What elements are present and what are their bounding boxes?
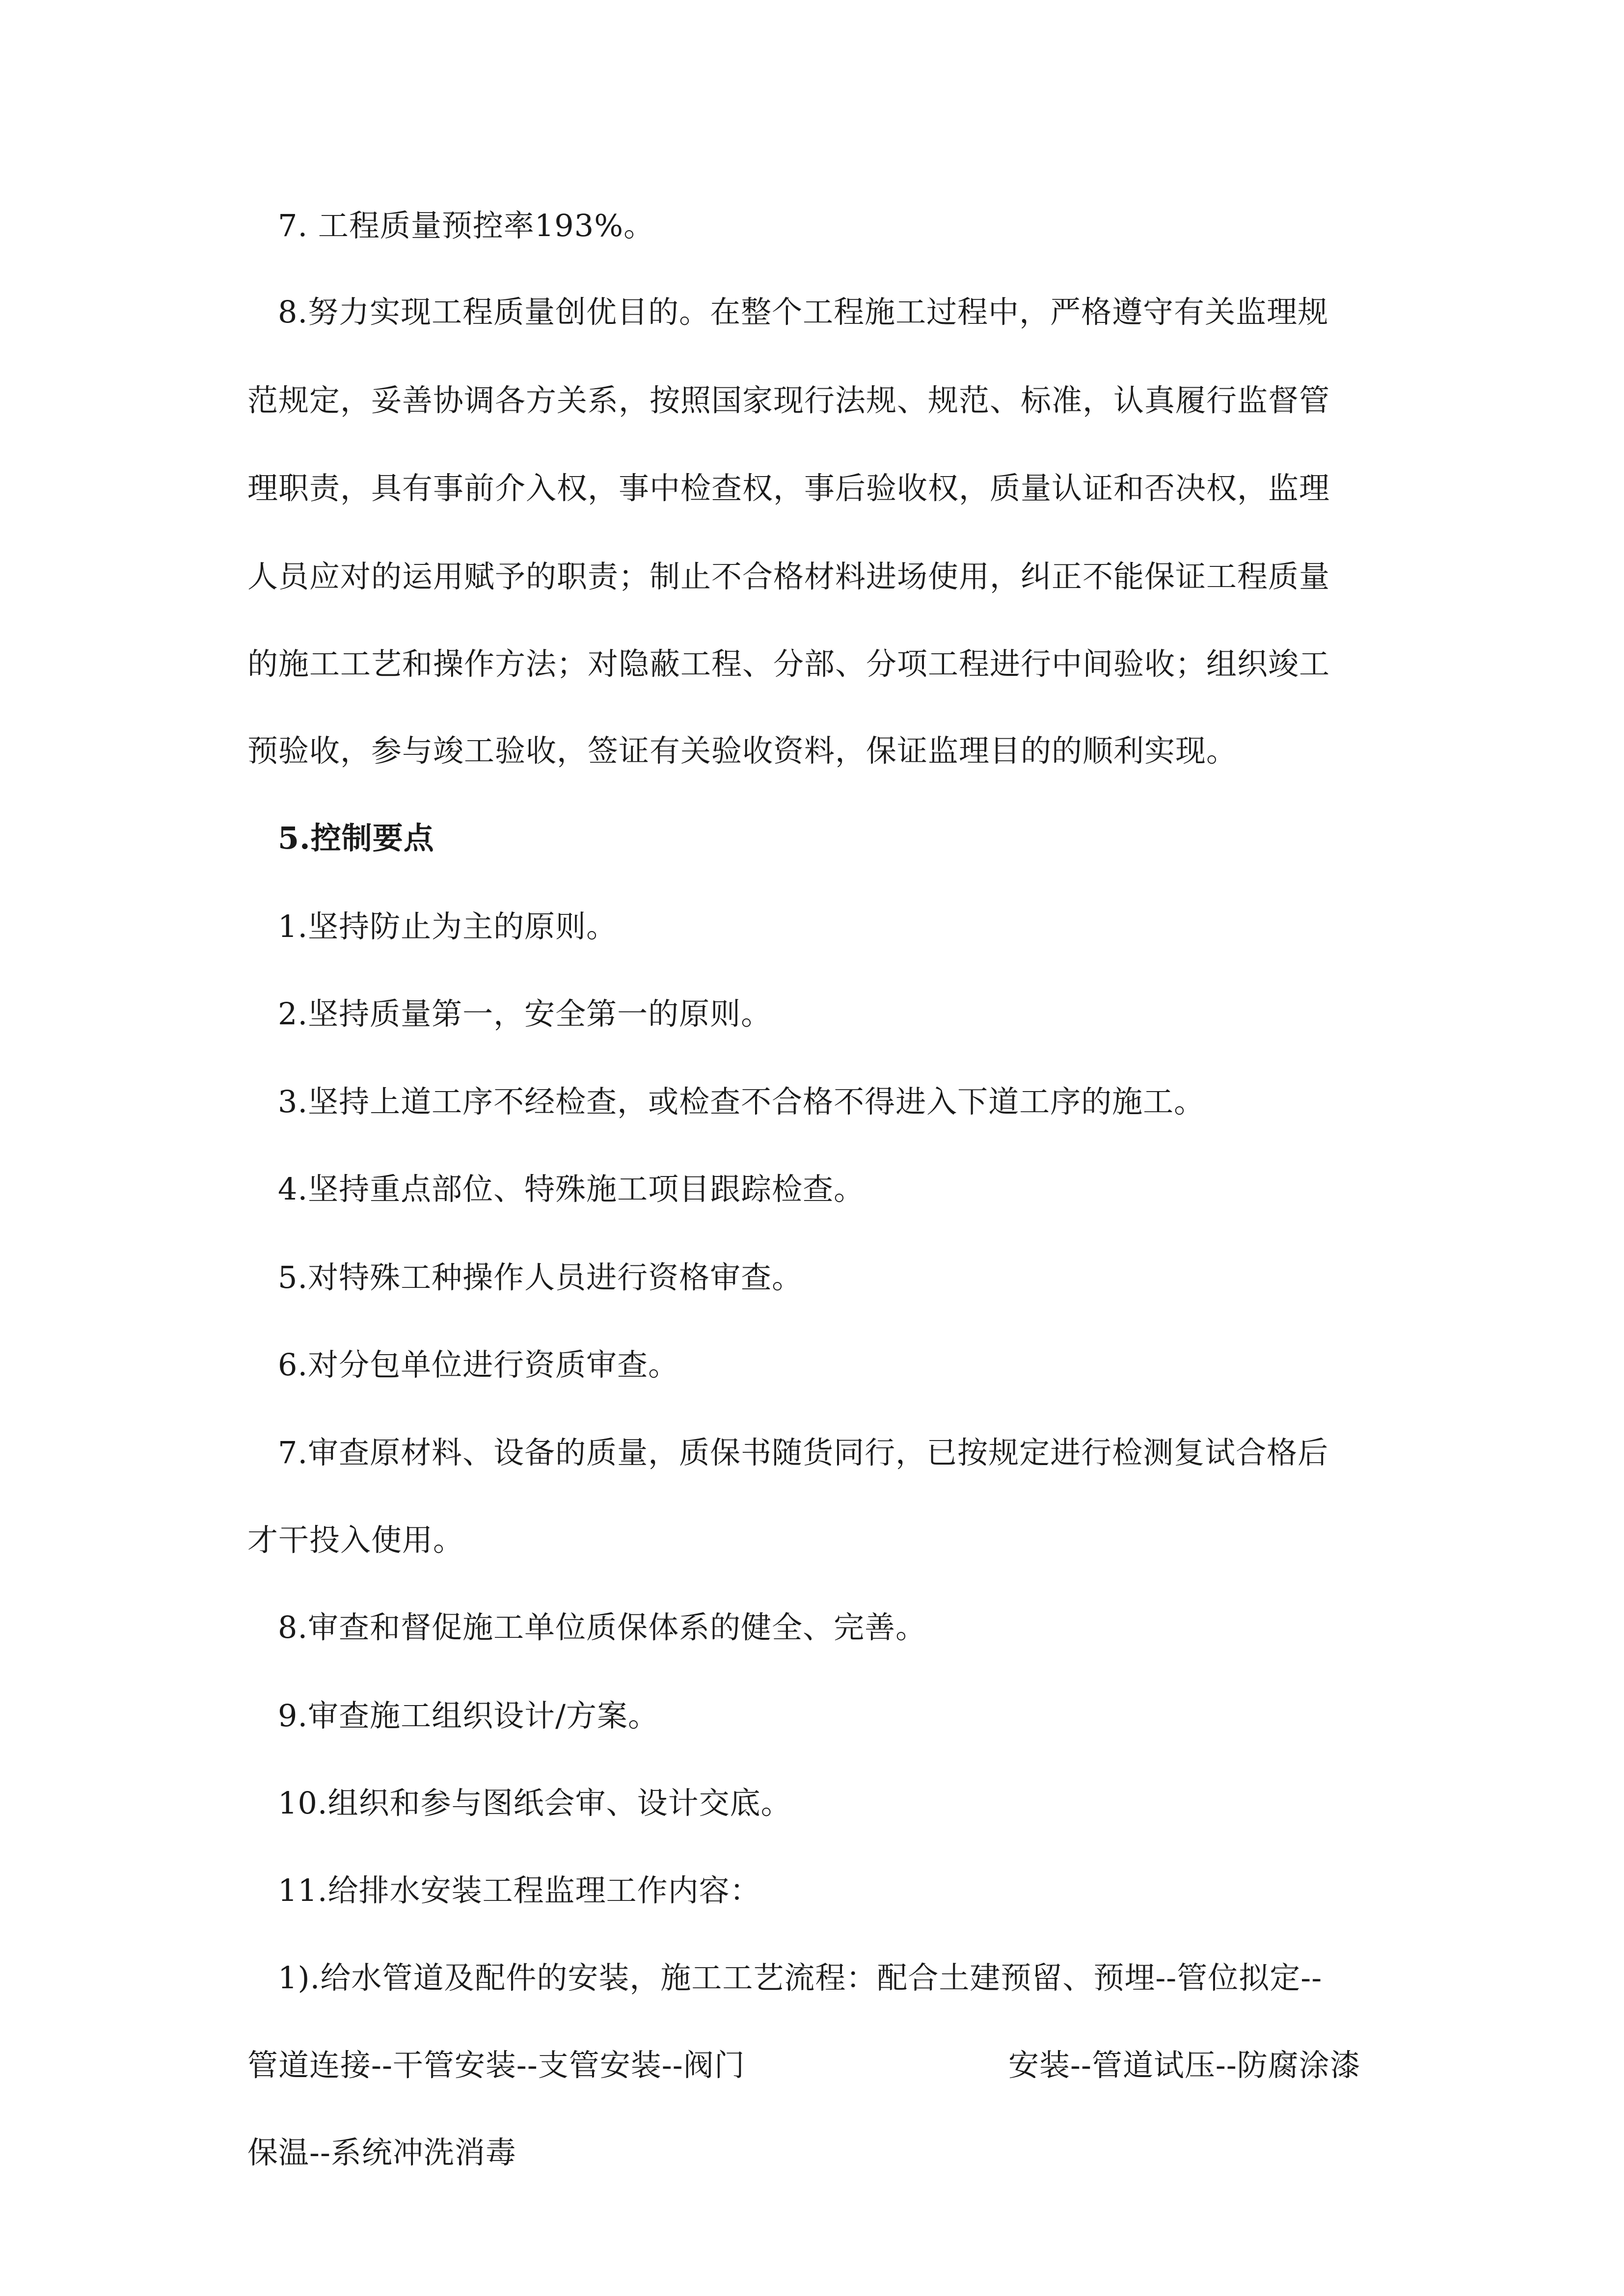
list-item: 11.给排水安装工程监理工作内容： [278,1872,761,1908]
paragraph-line: 理职责，具有事前介入权，事中检查权，事后验收权，质量认证和否决权，监理 [247,470,1330,506]
list-item: 9.审查施工组织设计/方案。 [278,1698,659,1734]
sub-item-continuation [247,2046,1391,2085]
list-item: 10.组织和参与图纸会审、设计交底。 [278,1785,792,1821]
list-item: 4.坚持重点部位、特殊施工项目跟踪检查。 [278,1171,865,1207]
section-heading: 5.控制要点 [278,820,434,856]
list-item: 1.坚持防止为主的原则。 [278,908,618,944]
paragraph-line: 预验收，参与竣工验收，签证有关验收资料，保证监理目的的顺利实现。 [247,733,1238,769]
sub-item-left-segment: 管道连接--干管安装--支管安装--阀门 [247,2047,745,2083]
paragraph-line: 的施工工艺和操作方法；对隐蔽工程、分部、分项工程进行中间验收；组织竣工 [247,646,1330,682]
list-item: 7.审查原材料、设备的质量，质保书随货同行，已按规定进行检测复试合格后 [278,1435,1329,1470]
paragraph-line: 7. 工程质量预控率193%。 [278,208,655,243]
sub-item-right-segment: 安装--管道试压--防腐涂漆 [1008,2047,1361,2083]
sub-item: 1).给水管道及配件的安装，施工工艺流程：配合土建预留、预埋--管位拟定-- [278,1960,1323,1996]
list-item: 8.审查和督促施工单位质保体系的健全、完善。 [278,1609,927,1645]
paragraph-line: 人员应对的运用赋予的职责；制止不合格材料进场使用，纠正不能保证工程质量 [247,559,1330,594]
paragraph-line: 范规定，妥善协调各方关系，按照国家现行法规、规范、标准，认真履行监督管 [247,382,1330,418]
list-item: 3.坚持上道工序不经检查，或检查不合格不得进入下道工序的施工。 [278,1084,1205,1120]
sub-item-continuation: 保温--系统冲洗消毒 [247,2135,516,2170]
list-item: 2.坚持质量第一，安全第一的原则。 [278,996,772,1032]
list-item: 5.对特殊工种操作人员进行资格审查。 [278,1259,803,1295]
list-item: 6.对分包单位进行资质审查。 [278,1347,679,1383]
list-item-continuation: 才干投入使用。 [247,1522,464,1558]
paragraph-line: 8.努力实现工程质量创优目的。在整个工程施工过程中，严格遵守有关监理规 [278,294,1329,330]
